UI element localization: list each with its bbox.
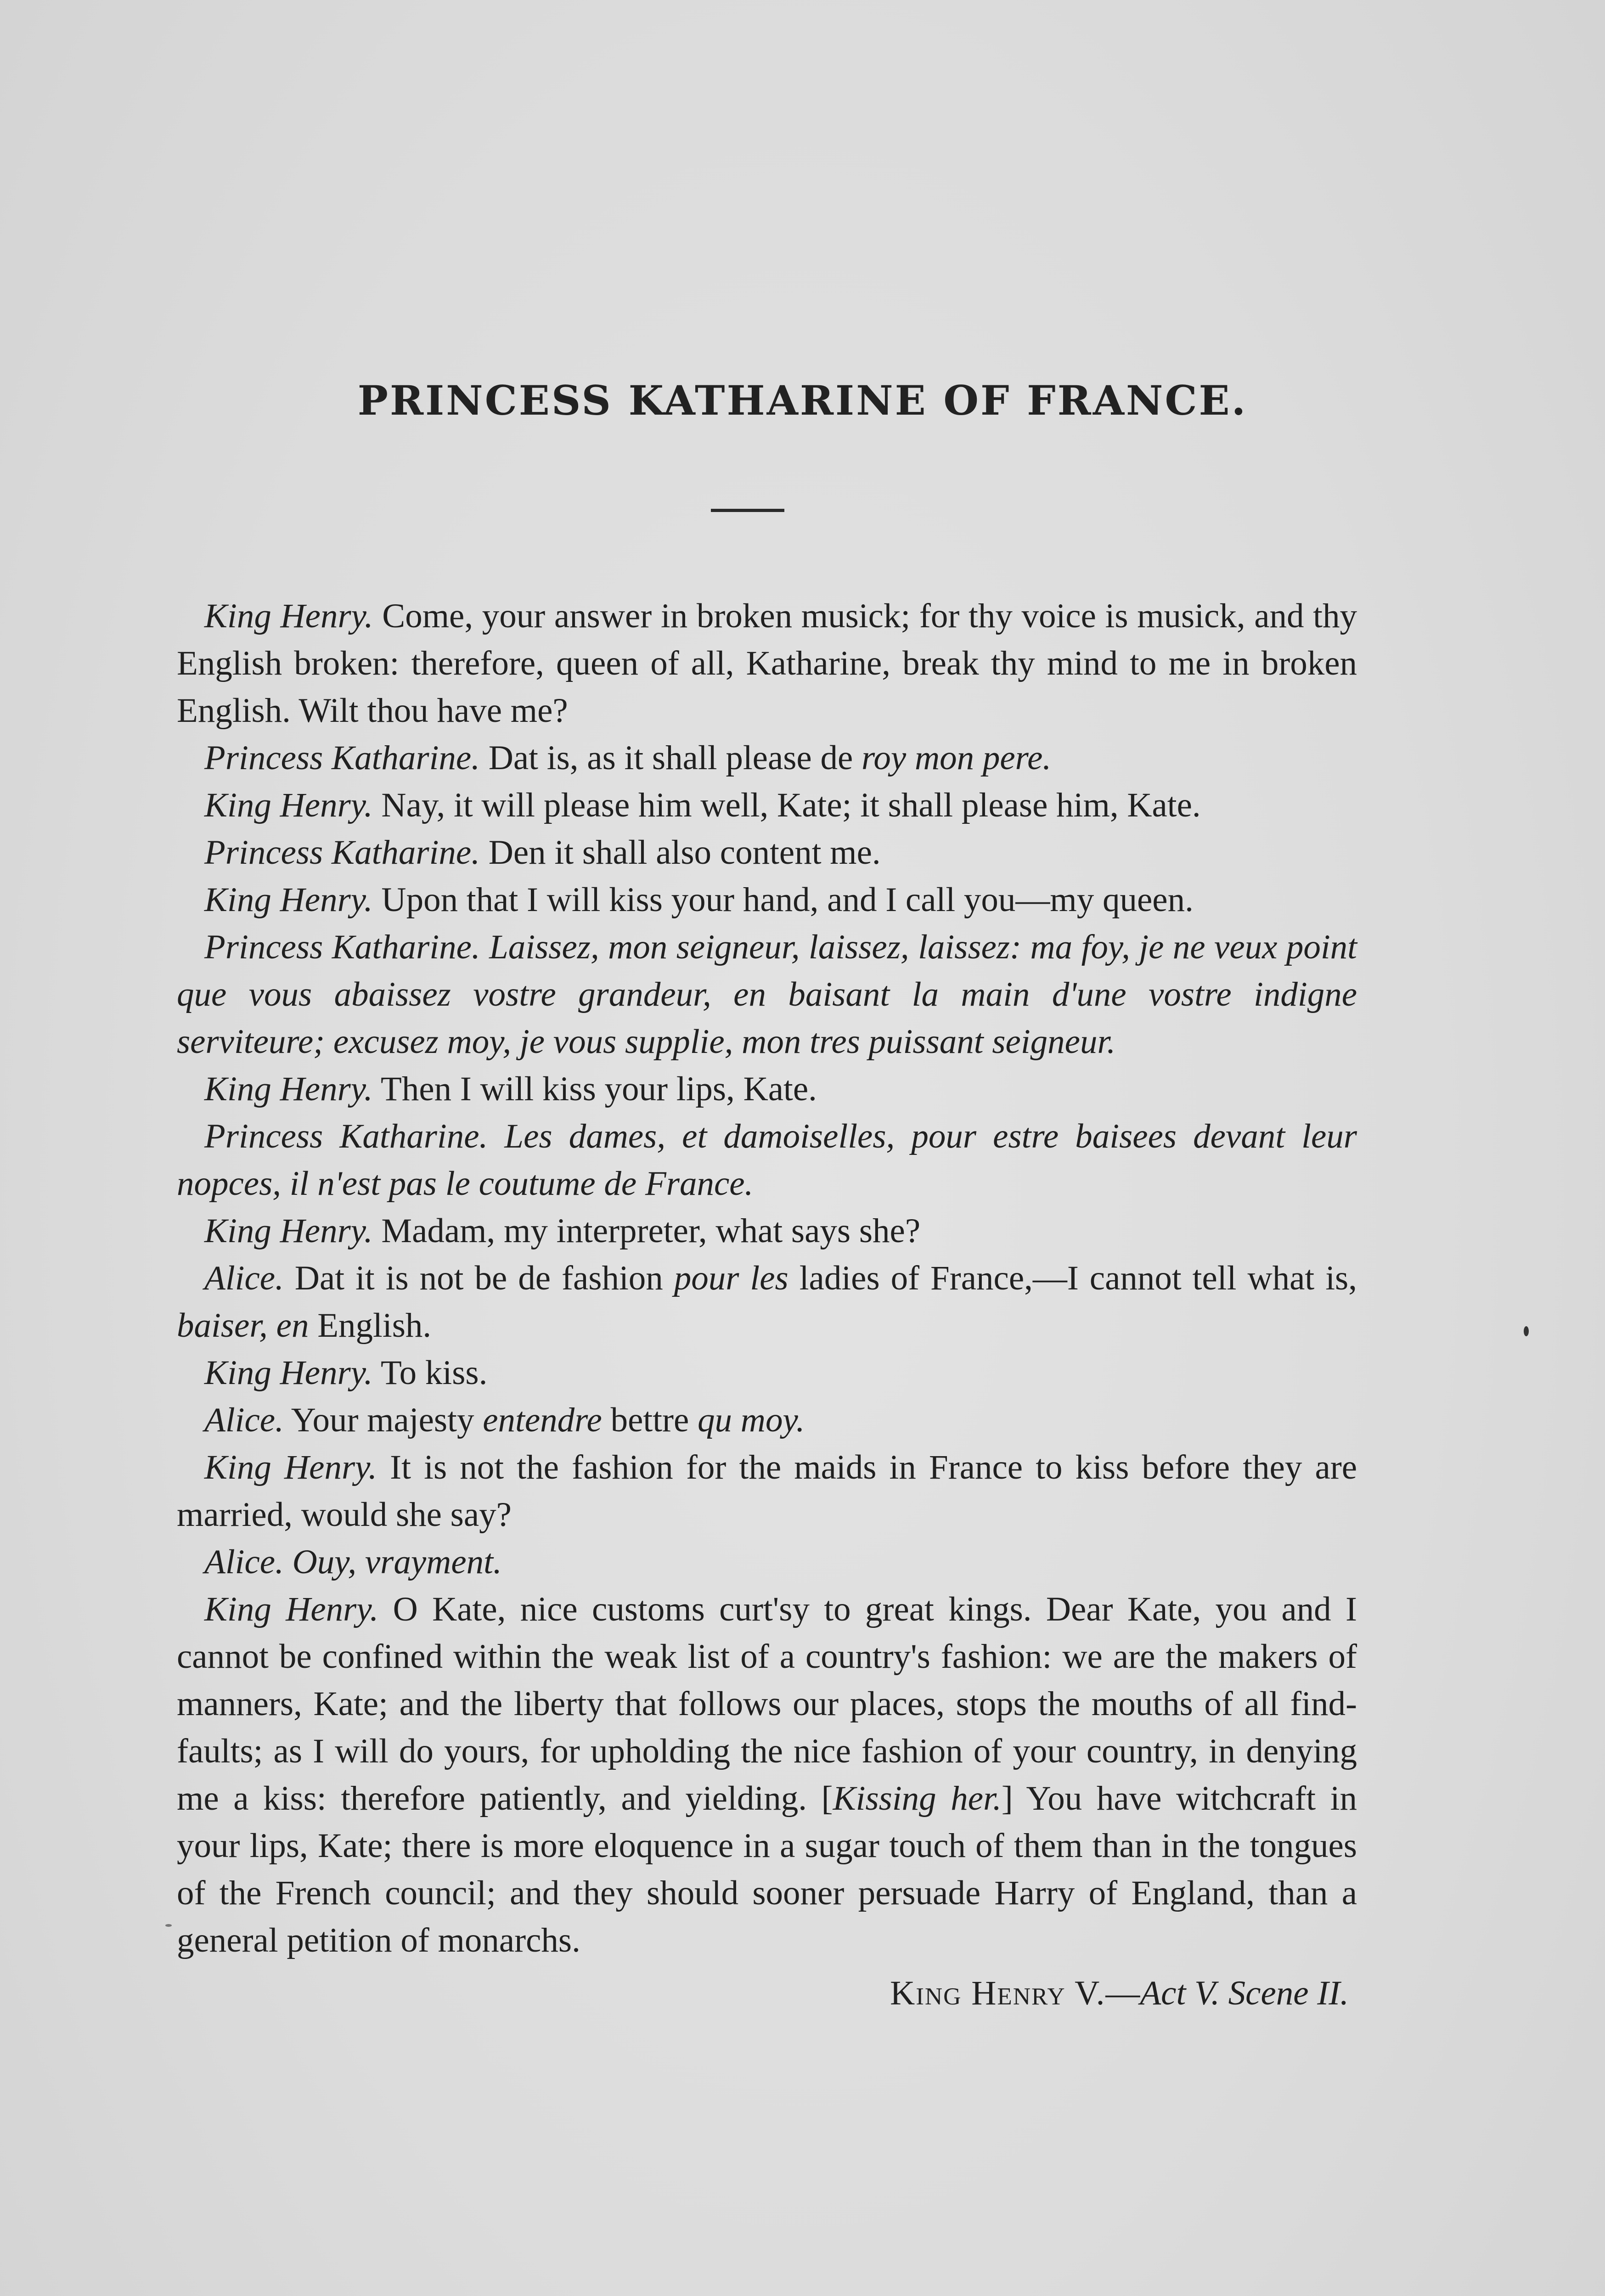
speech xyxy=(177,782,1357,829)
speaker-name: Princess Katharine. xyxy=(204,1117,488,1155)
speech-text-italic: Ouy, vrayment. xyxy=(283,1543,502,1581)
speech xyxy=(177,1113,1357,1207)
speaker-name: Alice. xyxy=(204,1259,284,1297)
speaker-name: King Henry. xyxy=(204,1448,377,1486)
speech xyxy=(177,829,1357,876)
play-excerpt xyxy=(177,592,1357,2017)
speaker-name: King Henry. xyxy=(204,881,373,919)
speech xyxy=(177,1538,1357,1586)
speech-text: bettre xyxy=(602,1401,698,1439)
speech xyxy=(177,1065,1357,1113)
speaker-name: Princess Katharine. xyxy=(204,928,480,966)
speech xyxy=(177,923,1357,1065)
speech-text: It is not the fashion for the maids in France to kiss before they are married, would she say? xyxy=(177,1448,1357,1534)
source-play: King Henry V. xyxy=(890,1974,1106,2012)
source-dash: — xyxy=(1105,1974,1140,2012)
speech xyxy=(177,592,1357,734)
speech-text: To kiss. xyxy=(372,1354,488,1392)
speech-text-italic: baiser, en xyxy=(177,1306,309,1345)
speech-text-italic: qu moy. xyxy=(698,1401,805,1439)
speech xyxy=(177,1444,1357,1538)
speech-text-italic: pour les xyxy=(674,1259,788,1297)
speaker-name: King Henry. xyxy=(204,1212,373,1250)
speech xyxy=(177,1586,1357,1964)
speech xyxy=(177,734,1357,782)
speech-text: ladies of France,—I cannot tell what is, xyxy=(788,1259,1357,1297)
speech-text-italic: Laissez, mon seigneur, laissez, laissez: ma foy, je ne veux point que vous abaissez vostre grandeur, en baisant la main d'une vostre indigne serviteure; excusez moy, je vous supplie, mon tres puissant seigneur. xyxy=(177,928,1357,1061)
speaker-name: Alice. xyxy=(204,1543,284,1581)
speech-text: Dat is, as it shall please de xyxy=(479,739,862,777)
speech-text-italic: Les dames, et damoiselles, pour estre baisees devant leur nopces, il n'est pas le coutume de France. xyxy=(177,1117,1357,1203)
title-rule xyxy=(711,509,784,512)
speech-text: Dat it is not be de fashion xyxy=(283,1259,674,1297)
speech-text: Come, your answer in broken musick; for thy voice is musick, and thy English broken: therefore, queen of all, Katharine, break thy mind to me in broken English. Wilt thou have me? xyxy=(177,597,1357,730)
speech xyxy=(177,1349,1357,1396)
speech-text: Madam, my interpreter, what says she? xyxy=(372,1212,921,1250)
page-title: PRINCESS KATHARINE OF FRANCE. xyxy=(357,377,1248,424)
speech-text: Nay, it will please him well, Kate; it shall please him, Kate. xyxy=(372,786,1201,824)
speech-text: English. xyxy=(309,1306,432,1345)
speech-text: Then I will kiss your lips, Kate. xyxy=(372,1070,817,1108)
speaker-name: Alice. xyxy=(204,1401,284,1439)
source-citation xyxy=(177,1970,1357,2017)
speech xyxy=(177,1255,1357,1349)
speech-text: ] You have witchcraft in your lips, Kate; there is more eloquence in a sugar touch of them than in the tongues of the French council; and they should sooner persuade Harry of England, than a general petition of monarchs. xyxy=(177,1779,1357,1959)
speaker-name: King Henry. xyxy=(204,1070,373,1108)
speaker-name: Princess Katharine. xyxy=(204,739,480,777)
ink-speck xyxy=(1524,1326,1529,1336)
speaker-name: King Henry. xyxy=(204,1590,379,1628)
speech-text: Your majesty xyxy=(283,1401,483,1439)
speech-text-italic: entendre xyxy=(483,1401,602,1439)
speech-text: Den it shall also content me. xyxy=(479,833,881,872)
speaker-name: King Henry. xyxy=(204,1354,373,1392)
ink-speck xyxy=(165,1924,172,1927)
speech-text-italic: Kissing her. xyxy=(833,1779,1002,1818)
speech-text: O Kate, nice customs curt'sy to great kings. Dear Kate, you and I cannot be confined within the weak list of a country's fashion: we are the makers of manners, Kate; and the liberty that follows our places, stops the mouths of all find-faults; as I will do yours, for upholding the nice fashion of your country, in denying me a kiss: therefore patiently, and yielding. [ xyxy=(177,1590,1357,1818)
speaker-name: King Henry. xyxy=(204,597,373,635)
source-act: Act V. Scene II. xyxy=(1140,1974,1349,2012)
speech xyxy=(177,1396,1357,1444)
speech-text-italic: roy mon pere. xyxy=(862,739,1052,777)
speaker-name: Princess Katharine. xyxy=(204,833,480,872)
speech xyxy=(177,1207,1357,1255)
speaker-name: King Henry. xyxy=(204,786,373,824)
speech xyxy=(177,876,1357,923)
speech-text: Upon that I will kiss your hand, and I call you—my queen. xyxy=(372,881,1194,919)
